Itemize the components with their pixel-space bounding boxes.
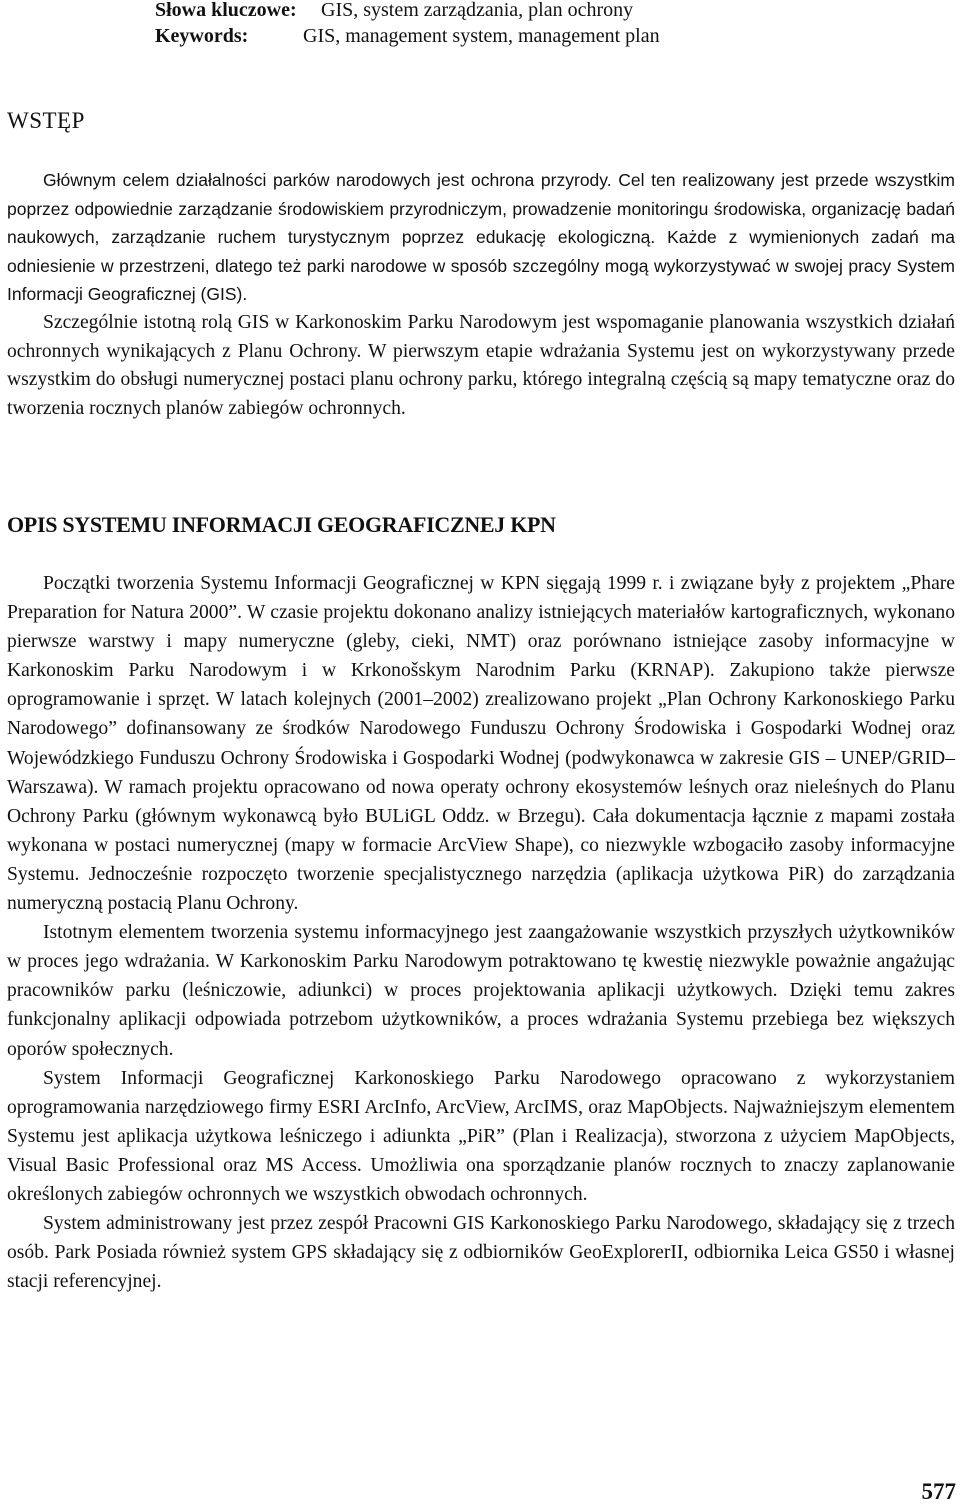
keywords-english-value: GIS, management system, management plan	[303, 25, 660, 47]
paragraph: Głównym celem działalności parków narodowych jest ochrona przyrody. Cel ten realizowany jest przede wszystkim poprzez odpowiednie zarządzanie środowiskiem przyrodniczym, prowadzenie monitoringu środowiska, organizację badań naukowych, zarządzanie ruchem turystycznym poprzez edukację ekologiczną. Każde z wymienionych zadań ma odniesienie w przestrzeni, dlatego też parki narodowe w sposób szczególny mogą wykorzystywać w swojej pracy System Informacji Geograficznej (GIS).	[7, 170, 955, 305]
page-number: 577	[921, 1479, 956, 1504]
keywords-polish-label: Słowa kluczowe:	[155, 0, 297, 21]
keywords-english	[155, 23, 660, 49]
section-system-description	[7, 569, 955, 1296]
section-heading-introduction: WSTĘP	[7, 108, 85, 133]
paragraph: System administrowany jest przez zespół Pracowni GIS Karkonoskiego Parku Narodowego, składający się z trzech osób. Park Posiada również system GPS składający się z odbiorników GeoExplorerII, odbiornika Leica GS50 i własnej stacji referencyjnej.	[7, 1213, 955, 1293]
paragraph: Szczególnie istotną rolą GIS w Karkonoskim Parku Narodowym jest wspomaganie planowania wszystkich działań ochronnych wynikających z Planu Ochrony. W pierwszym etapie wdrażania Systemu jest on wykorzystywany przede wszystkim do obsługi numerycznej postaci planu ochrony parku, którego integralną częścią są mapy tematyczne oraz do tworzenia rocznych planów zabiegów ochronnych.	[7, 311, 955, 419]
paragraph: Istotnym elementem tworzenia systemu informacyjnego jest zaangażowanie wszystkich przyszłych użytkowników w proces jego wdrażania. W Karkonoskim Parku Narodowym potraktowano tę kwestię niezwykle poważnie angażując pracowników parku (leśniczowie, adiunkci) w proces projektowania aplikacji użytkowych. Dzięki temu zakres funkcjonalny aplikacji odpowiada potrzebom użytkowników, a proces wdrażania Systemu przebiega bez większych oporów społecznych.	[7, 922, 955, 1060]
keywords-english-label: Keywords:	[155, 25, 249, 47]
paragraph: Początki tworzenia Systemu Informacji Geograficznej w KPN sięgają 1999 r. i związane były z projektem „Phare Preparation for Natura 2000”. W czasie projektu dokonano analizy istniejących materiałów kartograficznych, wykonano pierwsze warstwy i mapy numeryczne (gleby, cieki, NMT) oraz porównano istniejące zasoby informacyjne w Karkonoskim Parku Narodowym i w Krkonošskym Narodnim Parku (KRNAP). Zakupiono także pierwsze oprogramowanie i sprzęt. W latach kolejnych (2001–2002) zrealizowano projekt „Plan Ochrony Karkonoskiego Parku Narodowego” dofinansowany ze środków Narodowego Funduszu Ochrony Środowiska i Gospodarki Wodnej oraz Wojewódzkiego Funduszu Ochrony Środowiska i Gospodarki Wodnej (podwykonawca w zakresie GIS – UNEP/GRID–Warszawa). W ramach projektu opracowano od nowa operaty ochrony ekosystemów leśnych oraz nieleśnych do Planu Ochrony Parku (głównym wykonawcą było BULiGL Oddz. w Brzegu). Cała dokumentacja łącznie z mapami została wykonana w postaci numerycznej (mapy w formacie ArcView Shape), co niezwykle wzbogaciło zasoby informacyjne Systemu. Jednocześnie rozpoczęto tworzenie specjalistycznego narzędzia (aplikacja użytkowa PiR) do zarządzania numeryczną postacią Planu Ochrony.	[7, 573, 955, 915]
section-heading-system-description: OPIS SYSTEMU INFORMACJI GEOGRAFICZNEJ KPN	[7, 512, 556, 537]
keywords-polish-value: GIS, system zarządzania, plan ochrony	[321, 0, 634, 21]
keywords-polish	[155, 0, 633, 23]
paragraph: System Informacji Geograficznej Karkonoskiego Parku Narodowego opracowano z wykorzystaniem oprogramowania narzędziowego firmy ESRI ArcInfo, ArcView, ArcIMS, oraz MapObjects. Najważniejszym elementem Systemu jest aplikacja użytkowa leśniczego i adiunkta „PiR” (Plan i Realizacja), stworzona z użyciem MapObjects, Visual Basic Professional oraz MS Access. Umożliwia ona sporządzanie planów rocznych to znaczy zaplanowanie określonych zabiegów ochronnych we wszystkich obwodach ochronnych.	[7, 1067, 955, 1205]
section-introduction	[7, 166, 955, 423]
